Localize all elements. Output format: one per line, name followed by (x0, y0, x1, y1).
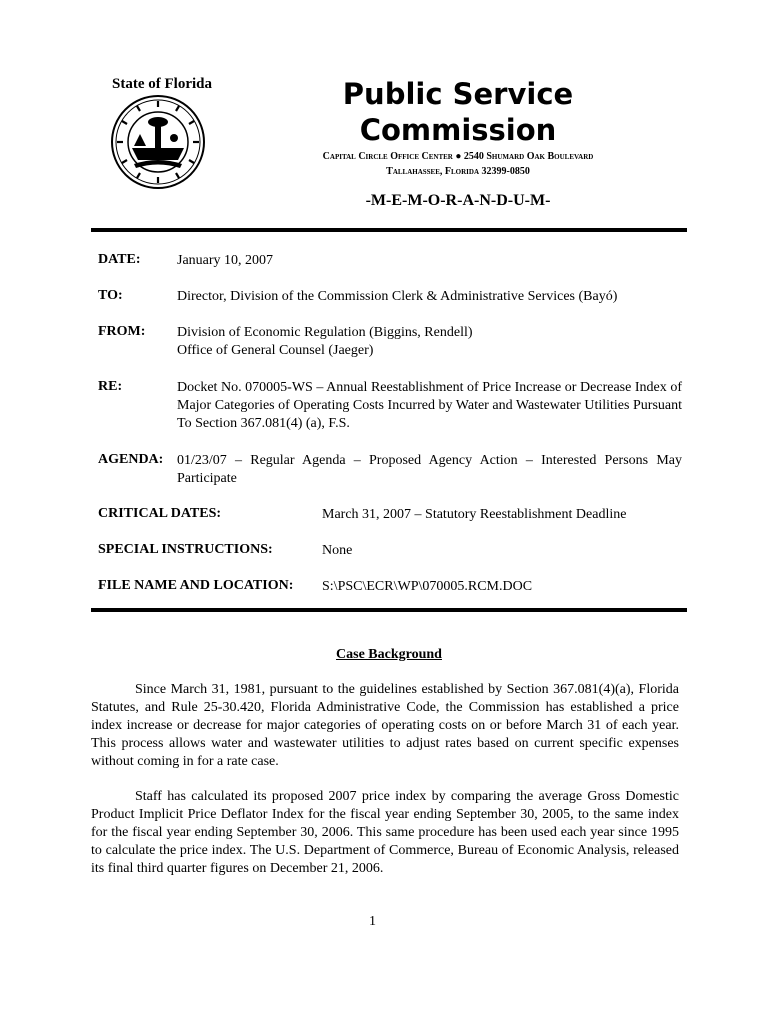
agenda-label: AGENDA: (98, 452, 164, 467)
to-label: TO: (98, 288, 123, 303)
special-instructions-value: None (322, 543, 353, 558)
agency-title-line2: Commission (359, 113, 557, 147)
date-label: DATE: (98, 252, 141, 267)
re-label: RE: (98, 379, 123, 394)
from-value (177, 324, 682, 360)
agency-address (250, 149, 666, 179)
agency-title (262, 76, 654, 148)
header-divider-top (91, 228, 687, 232)
from-value-line1: Division of Economic Regulation (Biggins, Rendell) (177, 325, 473, 340)
agency-title-line1: Public Service (342, 77, 574, 111)
header-divider-bottom (91, 608, 687, 612)
body-paragraph-2 (91, 788, 679, 878)
date-value: January 10, 2007 (177, 253, 274, 268)
paragraph-2-text: Staff has calculated its proposed 2007 price index by comparing the average Gross Domestic Product Implicit Price Deflator Index for the fiscal year ending September 30, 2005, to the same index for the fiscal year ending September 30, 2006. This same procedure has been used each year since 1995 to calculate the price index. The U.S. Department of Commerce, Bureau of Economic Analysis, released its final third quarter figures on December 21, 2006. (91, 789, 679, 876)
critical-dates-label: CRITICAL DATES: (98, 506, 222, 521)
state-seal-icon (110, 94, 206, 190)
file-location-value: S:\PSC\ECR\WP\070005.RCM.DOC (322, 579, 533, 594)
paragraph-1-text: Since March 31, 1981, pursuant to the guidelines established by Section 367.081(4)(a), Florida Statutes, and Rule 25-30.420, Florida Administrative Code, the Commission has established a price index increase or decrease for major categories of operating costs on or before March 31 of each year. This process allows water and wastewater utilities to adjust rates based on current specific expenses without coming in for a rate case. (91, 682, 679, 769)
body-paragraph-1 (91, 681, 679, 771)
file-location-label: FILE NAME AND LOCATION: (98, 578, 294, 593)
section-title: Case Background (336, 647, 442, 662)
state-label: State of Florida (112, 76, 212, 92)
document-type: -M-E-M-O-R-A-N-D-U-M- (365, 192, 551, 209)
special-instructions-label: SPECIAL INSTRUCTIONS: (98, 542, 273, 557)
page-number: 1 (369, 914, 376, 929)
address-line1: Capital Circle Office Center ● 2540 Shumard Oak Boulevard (322, 151, 594, 162)
from-value-line2: Office of General Counsel (Jaeger) (177, 343, 374, 358)
critical-dates-value: March 31, 2007 – Statutory Reestablishment Deadline (322, 507, 627, 522)
from-label: FROM: (98, 324, 146, 339)
agenda-value: 01/23/07 – Regular Agenda – Proposed Agency Action – Interested Persons May Participate (177, 453, 682, 486)
to-value: Director, Division of the Commission Clerk & Administrative Services (Bayó) (177, 289, 618, 304)
address-line2: Tallahassee, Florida 32399-0850 (386, 166, 530, 177)
re-value: Docket No. 070005-WS – Annual Reestablishment of Price Increase or Decrease Index of Major Categories of Operating Costs Incurred by Water and Wastewater Utilities Pursuant To Section 367.081(4) (a), F.S. (177, 380, 682, 431)
